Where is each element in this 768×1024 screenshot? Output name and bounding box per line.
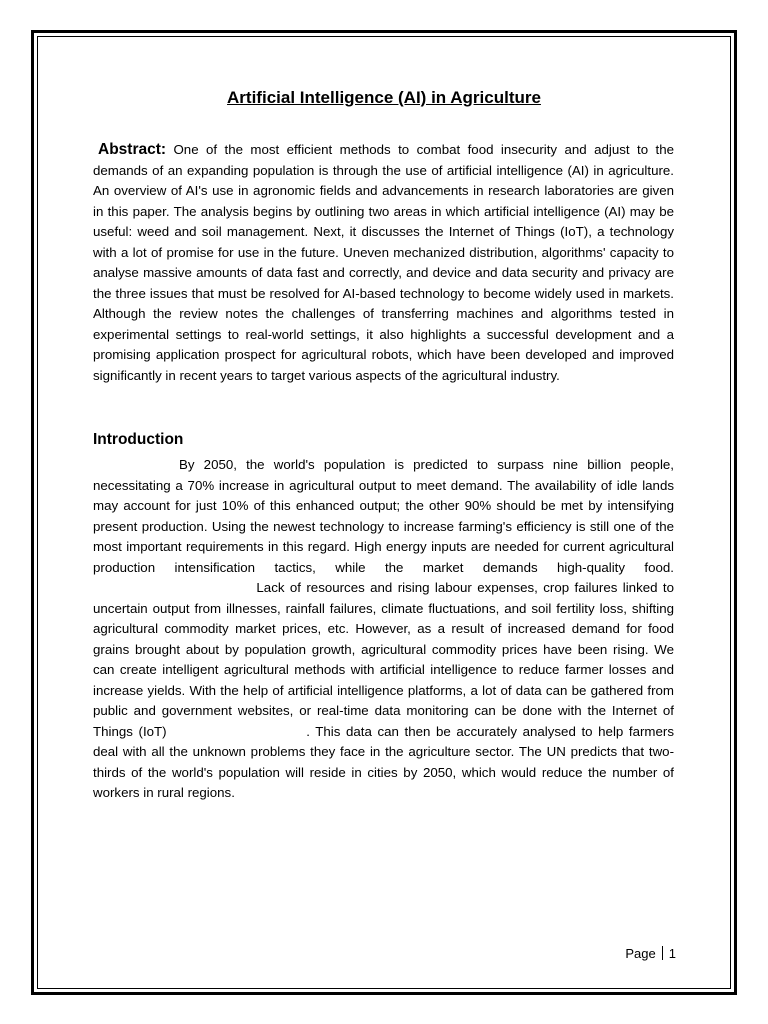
abstract-label: Abstract: (98, 141, 167, 158)
introduction-paragraph (93, 455, 674, 804)
introduction-text-part2: Lack of resources and rising labour expenses, crop failures linked to uncertain output from illnesses, rainfall failures, climate fluctuations, and soil fertility loss, shifting agricultural commodity market prices, etc. However, as a result of increased demand for food grains brought about by population growth, agricultural commodity prices have been rising. We can create intelligent agricultural methods with artificial intelligence to reduce farmer losses and increase yields. With the help of artificial intelligence platforms, a lot of data can be gathered from public and government websites, or real-time data monitoring can be done with the Internet of Things (IoT) (93, 580, 674, 739)
page-footer (625, 946, 676, 961)
document-title: Artificial Intelligence (AI) in Agriculture (227, 88, 541, 107)
abstract-text: One of the most efficient methods to combat food insecurity and adjust to the demands of an expanding population is through the use of artificial intelligence (AI) in agriculture. An overview of AI's use in agronomic fields and advancements in research laboratories are given in this paper. The analysis begins by outlining two areas in which artificial intelligence (AI) may be useful: weed and soil management. Next, it discusses the Internet of Things (IoT), a technology with a lot of promise for use in the future. Uneven mechanized distribution, algorithms' capacity to analyse massive amounts of data fast and correctly, and device and data security and privacy are the three issues that must be resolved for AI-based technology to become widely used in markets. Although the review notes the challenges of transferring machines and algorithms tested in experimental settings to real-world settings, it also highlights a successful development and a promising application prospect for agricultural robots, which have been developed and improved significantly in recent years to target various aspects of the agricultural industry. (93, 142, 674, 383)
introduction-text-part1: By 2050, the world's population is predicted to surpass nine billion people, necessitating a 70% increase in agricultural output to meet demand. The availability of idle lands may account for just 10% of this enhanced output; the other 90% should be met by intensifying present production. Using the newest technology to increase farming's efficiency is still one of the most important requirements in this regard. High energy inputs are needed for current agricultural production intensification tactics, while the market demands high-quality food. (93, 457, 674, 575)
footer-separator (662, 946, 663, 960)
page-number: 1 (668, 946, 676, 961)
page-label: Page (625, 946, 656, 961)
introduction-text-part3: . This data can then be accurately analysed to help farmers deal with all the unknown problems they face in the agriculture sector. The UN predicts that two-thirds of the world's population will reside in cities by 2050, which would reduce the number of workers in rural regions. (93, 723, 674, 800)
abstract-paragraph (93, 140, 674, 386)
introduction-heading: Introduction (93, 431, 184, 448)
